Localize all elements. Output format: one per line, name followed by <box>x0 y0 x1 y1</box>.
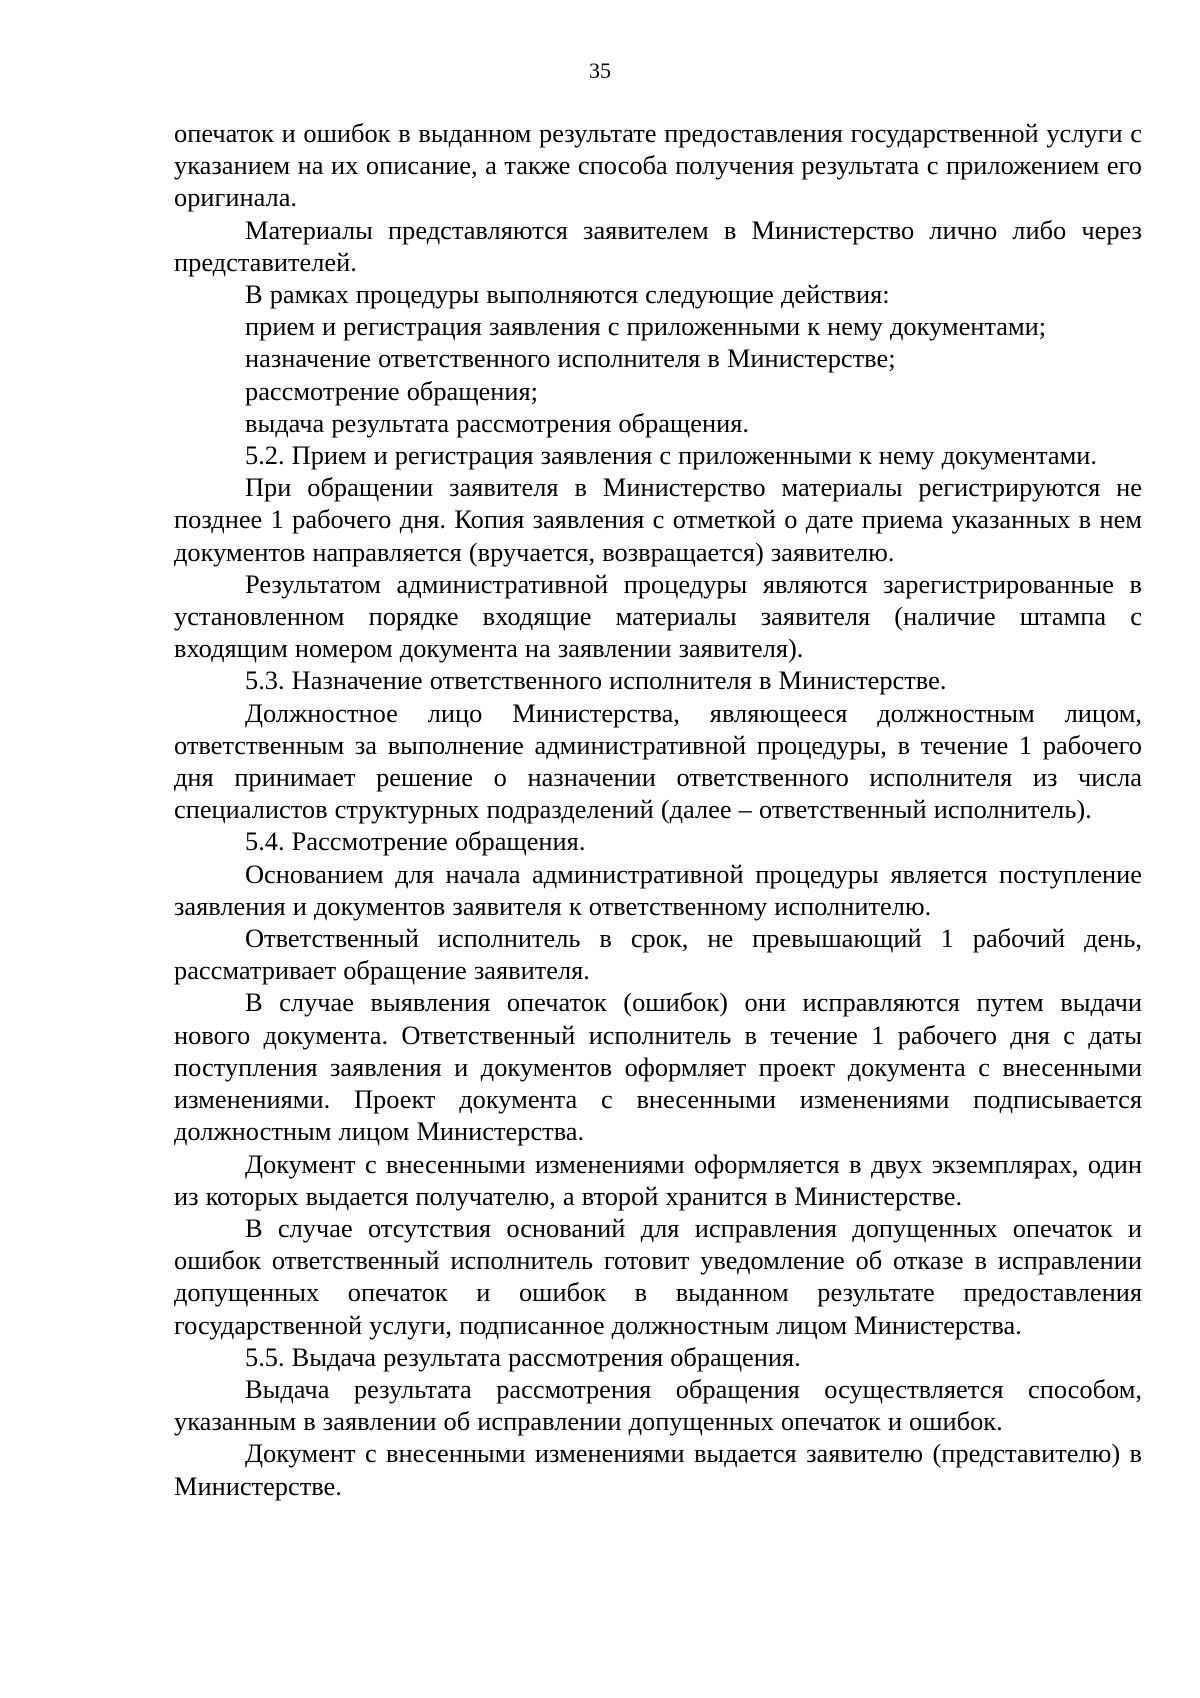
paragraph: В рамках процедуры выполняются следующие действия: <box>245 279 890 310</box>
paragraph: В случае отсутствия оснований для исправления допущенных опечаток и ошибок ответственный исполнитель готовит уведомление об отказе в исправлении допущенных опечаток и ошибок в выданном результате предоставления государственной услуги, подписанное должностным лицом Министерства. <box>174 1212 1142 1340</box>
section-heading: 5.2. Прием и регистрация заявления с приложенными к нему документами. <box>245 440 1098 471</box>
list-item: назначение ответственного исполнителя в Министерстве; <box>245 343 896 374</box>
paragraph: Материалы представляются заявителем в Министерство лично либо через представителей. <box>174 214 1142 277</box>
document-body <box>174 117 1142 1502</box>
list-item: прием и регистрация заявления с приложенными к нему документами; <box>245 311 1047 342</box>
section-heading: 5.5. Выдача результата рассмотрения обращения. <box>245 1341 801 1372</box>
paragraph: опечаток и ошибок в выданном результате предоставления государственной услуги с указанием на их описание, а также способа получения результата с приложением его оригинала. <box>174 118 1142 213</box>
paragraph: В случае выявления опечаток (ошибок) они исправляются путем выдачи нового документа. Ответственный исполнитель в течение 1 рабочего дня с даты поступления заявления и документов оформляет проект документа с внесенными изменениями. Проект документа с внесенными изменениями подписывается должностным лицом Министерства. <box>174 987 1142 1147</box>
paragraph: Выдача результата рассмотрения обращения осуществляется способом, указанным в заявлении об исправлении допущенных опечаток и ошибок. <box>174 1373 1142 1437</box>
paragraph: Основанием для начала административной процедуры является поступление заявления и документов заявителя к ответственному исполнителю. <box>174 858 1142 921</box>
list-item: выдача результата рассмотрения обращения. <box>245 407 749 438</box>
paragraph: Результатом административной процедуры являются зарегистрированные в установленном порядке входящие материалы заявителя (наличие штампа с входящим номером документа на заявлении заявителя). <box>174 568 1142 664</box>
paragraph: Ответственный исполнитель в срок, не превышающий 1 рабочий день, рассматривает обращение заявителя. <box>174 923 1142 986</box>
page-number: 35 <box>589 58 611 83</box>
paragraph: Должностное лицо Министерства, являющееся должностным лицом, ответственным за выполнение административной процедуры, в течение 1 рабочего дня принимает решение о назначении ответственного исполнителя из числа специалистов структурных подразделений (далее – ответственный исполнитель). <box>174 697 1142 825</box>
paragraph: Документ с внесенными изменениями выдается заявителю (представителю) в Министерстве. <box>174 1438 1142 1501</box>
list-item: рассмотрение обращения; <box>245 375 538 406</box>
section-heading: 5.4. Рассмотрение обращения. <box>245 826 586 857</box>
paragraph: При обращении заявителя в Министерство материалы регистрируются не позднее 1 рабочего дня. Копия заявления с отметкой о дате приема указанных в нем документов направляется (вручается, возвращается) заявителю. <box>174 472 1142 567</box>
paragraph: Документ с внесенными изменениями оформляется в двух экземплярах, один из которых выдается получателю, а второй хранится в Министерстве. <box>174 1148 1142 1211</box>
section-heading: 5.3. Назначение ответственного исполнителя в Министерстве. <box>245 665 947 696</box>
